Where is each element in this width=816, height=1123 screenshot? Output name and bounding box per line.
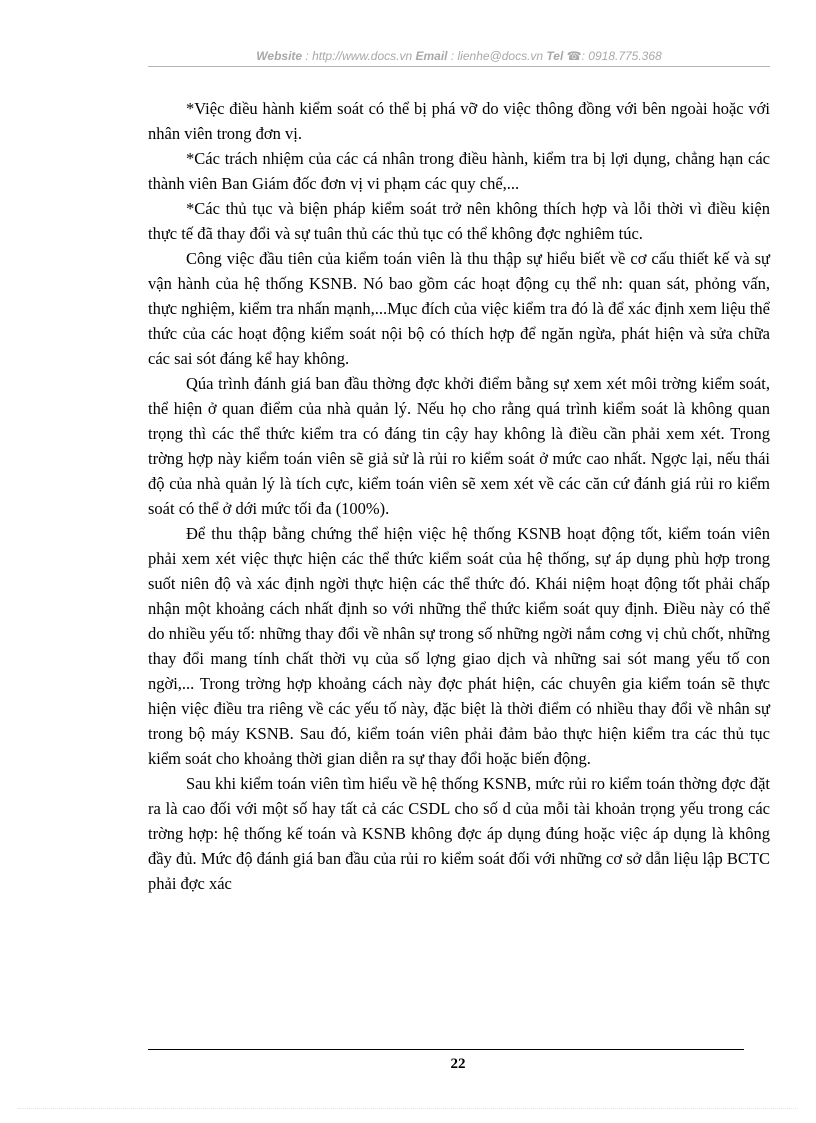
paragraph: Để thu thập bằng chứng thể hiện việc hệ thống KSNB hoạt động tốt, kiểm toán viên phải xem xét việc thực hiện các thể thức kiểm soát của hệ thống, sự áp dụng phù hợp trong suốt niên độ và xác định ngời thực hiện các thể thức đó. Khái niệm hoạt động tốt phải chấp nhận một khoảng cách nhất định so với những thể thức kiểm soát quy định. Điều này có thể do nhiều yếu tố: những thay đổi về nhân sự trong số những ngời nắm cơng vị chủ chốt, những thay đổi mang tính chất thời vụ của số lợng giao dịch và những sai sót mang yếu tố con ngời,... Trong trờng hợp khoảng cách này đợc phát hiện, các chuyên gia kiểm toán sẽ thực hiện việc điều tra riêng về các yếu tố này, đặc biệt là thời điểm có nhiều thay đổi về nhân sự trong bộ máy KSNB. Sau đó, kiểm toán viên phải đảm bảo thực hiện kiểm tra các thủ tục kiểm soát cho khoảng thời gian diễn ra sự thay đổi hoặc biến động. <box>148 524 770 768</box>
paragraph: Công việc đầu tiên của kiểm toán viên là thu thập sự hiểu biết về cơ cấu thiết kế và sự vận hành của hệ thống KSNB. Nó bao gồm các hoạt động cụ thể nh: quan sát, phỏng vấn, thực nghiệm, kiểm tra nhấn mạnh,...Mục đích của việc kiểm tra đó là để xác định xem liệu thể thức của các hoạt động kiểm soát nội bộ có thích hợp để ngăn ngừa, phát hiện và sửa chữa các sai sót đáng kể hay không. <box>148 249 770 368</box>
paragraph: Sau khi kiểm toán viên tìm hiểu về hệ thống KSNB, mức rủi ro kiểm toán thờng đợc đặt ra là cao đối với một số hay tất cả các CSDL cho số d của mỗi tài khoản trọng yếu trong các trờng hợp: hệ thống kế toán và KSNB không đợc áp dụng đúng hoặc việc áp dụng là không đầy đủ. Mức độ đánh giá ban đầu của rủi ro kiểm soát đối với những cơ sở dẫn liệu lập BCTC phải đợc xác <box>148 774 770 893</box>
email-label: Email <box>415 49 448 63</box>
page-header <box>148 46 770 66</box>
phone-icon: ☎ <box>566 49 582 63</box>
header-divider <box>148 66 770 67</box>
paragraph: *Các thủ tục và biện pháp kiểm soát trở nên không thích hợp và lỗi thời vì điều kiện thực tế đã thay đổi và sự tuân thủ các thủ tục có thể không đợc nghiêm túc. <box>148 199 770 243</box>
paragraph: *Việc điều hành kiểm soát có thể bị phá vỡ do việc thông đồng với bên ngoài hoặc với nhân viên trong đơn vị. <box>148 99 770 143</box>
paragraph: *Các trách nhiệm của các cá nhân trong điều hành, kiểm tra bị lợi dụng, chẳng hạn các thành viên Ban Giám đốc đơn vị vi phạm các quy chế,... <box>148 149 770 193</box>
website-value: : http://www.docs.vn <box>305 49 413 63</box>
website-label: Website <box>256 49 303 63</box>
tel-label: Tel <box>546 49 564 63</box>
tel-value: : 0918.775.368 <box>581 49 662 63</box>
paragraph: Qúa trình đánh giá ban đầu thờng đợc khởi điểm bằng sự xem xét môi trờng kiểm soát, thể hiện ở quan điểm của nhà quản lý. Nếu họ cho rằng quá trình kiểm soát là không quan trọng thì các thể thức kiểm tra có đáng tin cậy hay không là điều cần phải xem xét. Trong trờng hợp này kiểm toán viên sẽ giả sử là rủi ro kiểm soát ở mức cao nhất. Ngợc lại, nếu thái độ của nhà quản lý là tích cực, kiểm toán viên sẽ xem xét về các căn cứ đánh giá rủi ro kiểm soát có thể ở dới mức tối đa (100%). <box>148 374 770 518</box>
email-value: : lienhe@docs.vn <box>450 49 544 63</box>
page-number: 22 <box>450 1056 466 1072</box>
document-body <box>148 96 770 896</box>
page-bottom-border <box>18 1108 798 1109</box>
footer-divider <box>148 1049 744 1050</box>
